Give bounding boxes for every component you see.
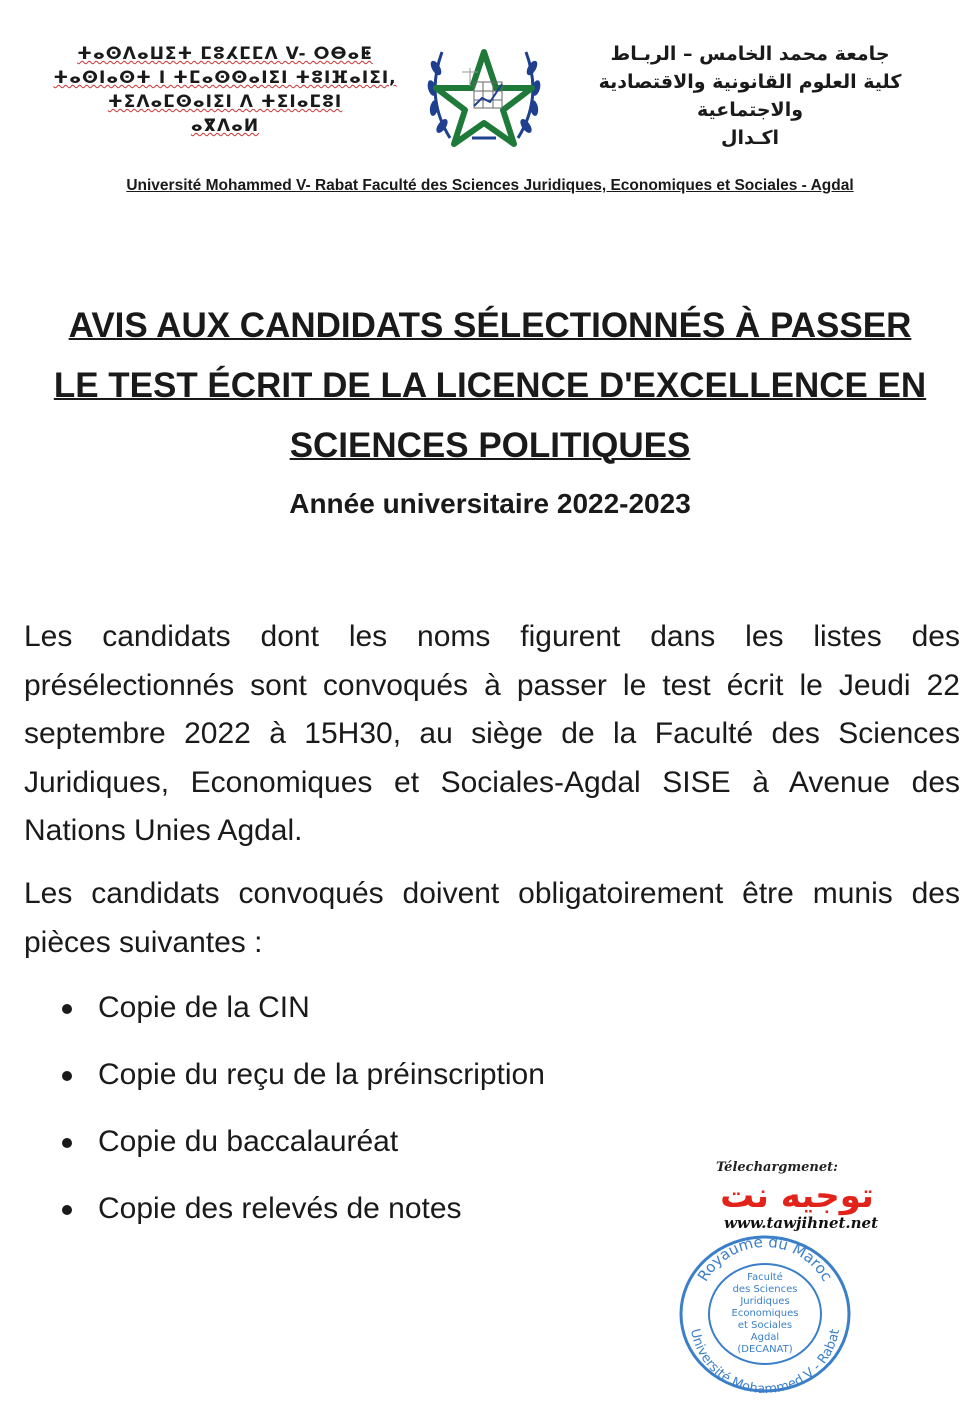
- tifinagh-line: ⵜⴰⵙⵏⴰⵙⵜ ⵏ ⵜⵎⴰⵙⵙⴰⵏⵉⵏ ⵜⵓⵏⴼⴰⵏⵉⵏ,: [53, 68, 397, 88]
- stamp-ring-top: Royaume du Maroc: [693, 1232, 837, 1285]
- title-line: LE TEST ÉCRIT DE LA LICENCE D'EXCELLENCE EN: [53, 366, 927, 405]
- watermark-url: www.tawjihnet.net: [724, 1214, 879, 1232]
- stamp-center-line: et Sociales: [737, 1320, 793, 1331]
- header-arabic: [560, 40, 940, 152]
- arabic-line: كلية العلوم القانونية والاقتصادية والاجتماعية: [598, 71, 902, 121]
- watermark-brand-logo: توجيه نت: [720, 1176, 874, 1216]
- list-item: Copie du reçu de la préinscription: [60, 1049, 545, 1116]
- faculty-stamp-icon: [676, 1232, 854, 1394]
- list-item: Copie des relevés de notes: [60, 1183, 545, 1250]
- stamp-center-line: Faculté: [747, 1272, 783, 1283]
- stamp-center-line: (DECANAT): [737, 1344, 793, 1355]
- arabic-line: جامعة محمد الخامس – الربـاط: [610, 43, 890, 65]
- stamp-center-line: Economiques: [731, 1308, 799, 1319]
- faculty-emblem-icon: [420, 38, 548, 150]
- convocation-paragraph: Les candidats dont les noms figurent dans les listes des présélectionnés sont convoqués à passer le test écrit le Jeudi 22 septembre 2022 à 15H30, au siège de la Faculté des Sciences Juridiques, Economiques et Sociales-Agdal SISE à Avenue des Nations Unies Agdal.: [24, 620, 960, 847]
- list-item: Copie du baccalauréat: [60, 1116, 545, 1183]
- tifinagh-line: ⴰⴳⴷⴰⵍ: [190, 116, 260, 136]
- title-line: SCIENCES POLITIQUES: [289, 426, 691, 465]
- academic-year: Année universitaire 2022-2023: [289, 488, 691, 519]
- stamp-center-line: des Sciences: [732, 1284, 798, 1295]
- arabic-line: اكـدال: [720, 127, 780, 149]
- university-line: Université Mohammed V- Rabat Faculté des Sciences Juridiques, Economiques et Sociales - Agdal: [126, 177, 854, 194]
- tifinagh-line: ⵜⴰⵙⴷⴰⵡⵉⵜ ⵎⵓⵃⵎⵎⴷ V- ⵔⴱⴰⵟ: [77, 44, 373, 64]
- tifinagh-line: ⵜⵉⴷⴰⵎⵙⴰⵏⵉⵏ ⴷ ⵜⵉⵏⴰⵎⵓⵏ: [107, 92, 343, 112]
- header-tifinagh: [40, 42, 410, 138]
- requirements-paragraph: Les candidats convoqués doivent obligatoirement être munis des pièces suivantes :: [24, 877, 960, 959]
- notice-title: [40, 296, 940, 476]
- stamp-ring-bottom: Université Mohammed V - Rabat: [686, 1327, 844, 1394]
- stamp-center-line: Juridiques: [740, 1296, 790, 1307]
- title-line: AVIS AUX CANDIDATS SÉLECTIONNÉS À PASSER: [68, 306, 912, 345]
- required-documents-list: [60, 982, 545, 1250]
- stamp-center-line: Agdal: [750, 1332, 780, 1343]
- list-item: Copie de la CIN: [60, 982, 545, 1049]
- watermark-label: Télechargmenet:: [716, 1160, 838, 1175]
